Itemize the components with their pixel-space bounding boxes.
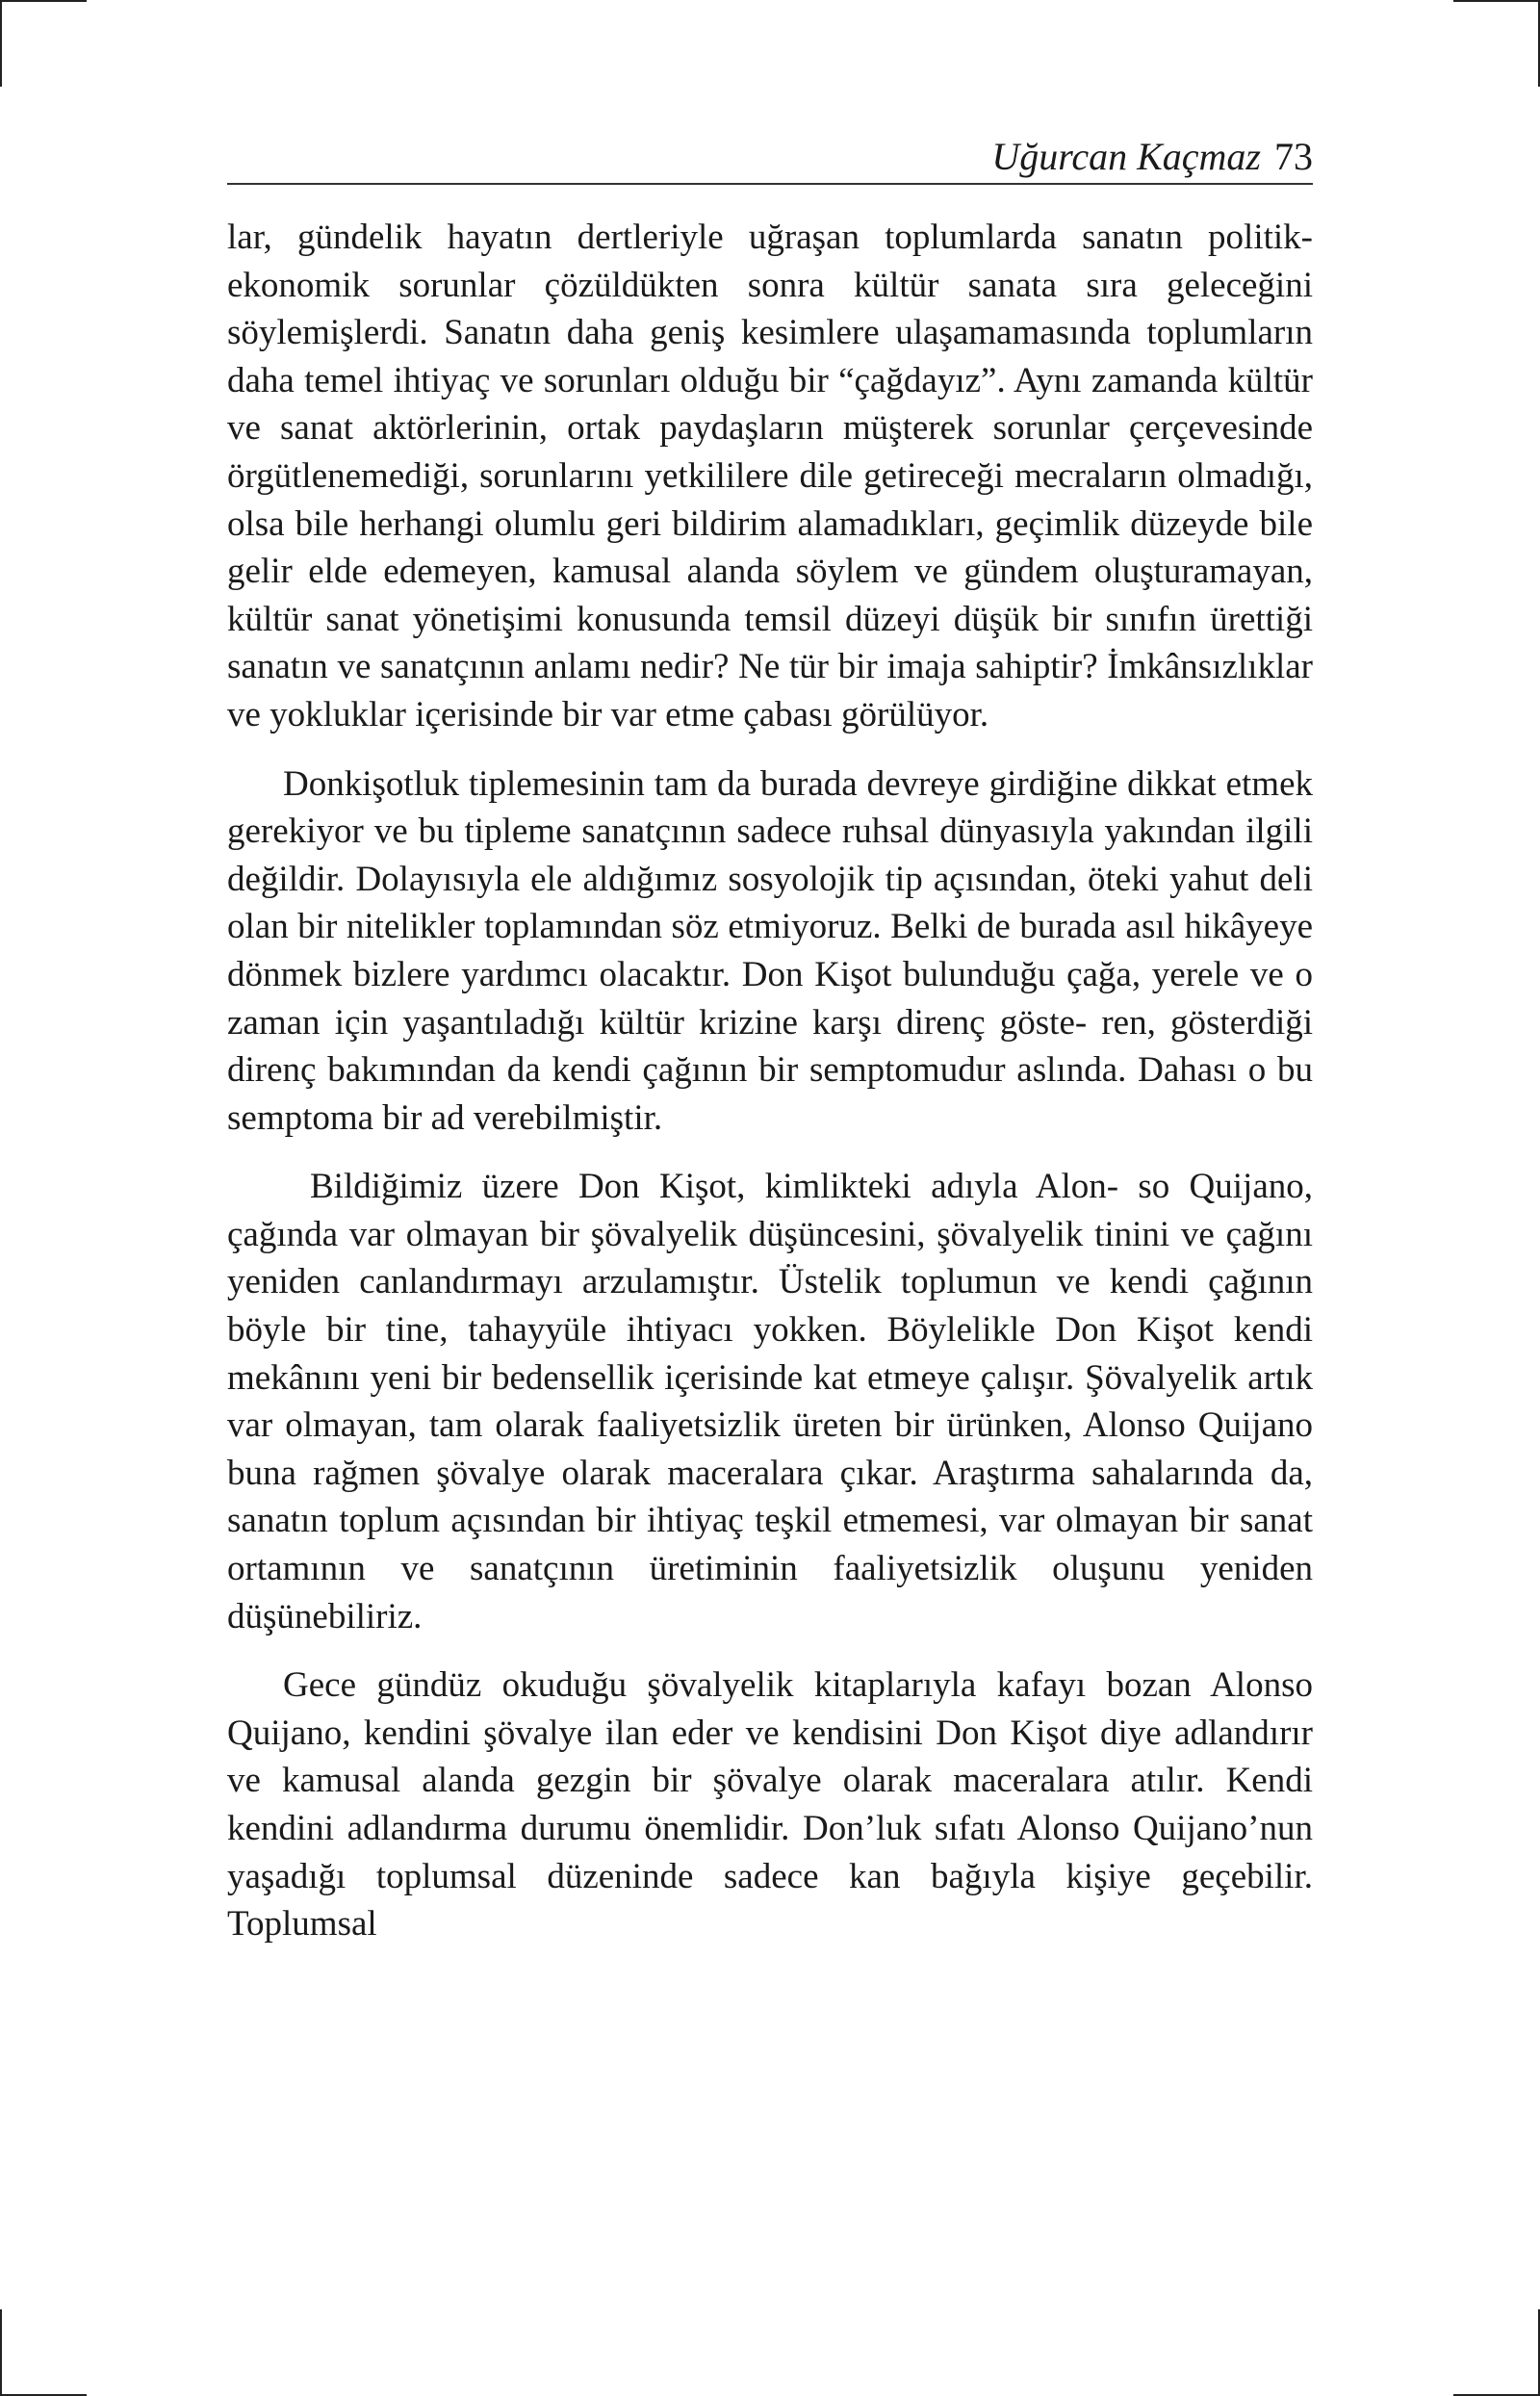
crop-mark-top-left-v: [0, 0, 2, 87]
author-name: Uğurcan Kaçmaz: [991, 135, 1261, 178]
body-text: [227, 214, 1313, 1970]
crop-mark-bottom-left-v: [0, 2309, 2, 2396]
page-number: 73: [1274, 135, 1313, 178]
paragraph-1: lar, gündelik hayatın dertleriyle uğraşan toplumlarda sanatın politik-ekonomik sorunlar çözüldükten sonra kültür sanata sıra geleceğini söylemişlerdi. Sanatın daha geniş kesimlere ulaşamamasında toplumların daha temel ihtiyaç ve sorunları olduğu bir “çağdayız”. Aynı zamanda kültür ve sanat aktörlerinin, ortak paydaşların müşterek sorunlar çerçevesinde örgütlenemediği, sorunlarını yetkililere dile getireceği mecraların olmadığı, olsa bile herhangi olumlu geri bildirim alamadıkları, geçimlik düzeyde bile gelir elde edemeyen, kamusal alanda söylem ve gündem oluşturamayan, kültür sanat yönetişimi konusunda temsil düzeyi düşük bir sınıfın ürettiği sanatın ve sanatçının anlamı nedir? Ne tür bir imaja sahiptir? İmkânsızlıklar ve yokluklar içerisinde bir var etme çabası görülüyor.: [227, 218, 1313, 734]
paragraph-3: Bildiğimiz üzere Don Kişot, kimlikteki adıyla Alon- so Quijano, çağında var olmayan bir şövalyelik düşüncesini, şövalyelik tinini ve çağını yeniden canlandırmayı arzulamıştır. Üstelik toplumun ve kendi çağının böyle bir tine, tahayyüle ihtiyacı yokken. Böylelikle Don Kişot kendi mekânını yeni bir bedensellik içerisinde kat etmeye çalışır. Şövalyelik artık var olmayan, tam olarak faaliyetsizlik üreten bir ürünken, Alonso Quijano buna rağmen şövalye olarak maceralara çıkar. Araştırma sahalarında da, sanatın toplum açısından bir ihtiyaç teşkil etmemesi, var olmayan bir sanat ortamının ve sanatçının üretiminin faaliyetsizlik oluşunu yeniden düşünebiliriz.: [227, 1167, 1313, 1636]
paragraph-4: Gece gündüz okuduğu şövalyelik kitaplarıyla kafayı bozan Alonso Quijano, kendini şövalye ilan eder ve kendisini Don Kişot diye adlandırır ve kamusal alanda gezgin bir şövalye olarak maceralara atılır. Kendi kendini adlandırma durumu önemlidir. Don’luk sıfatı Alonso Quijano’nun yaşadığı toplumsal düzeninde sadece kan bağıyla kişiye geçebilir. Toplumsal: [227, 1665, 1313, 1945]
crop-mark-top-left-h: [0, 0, 87, 2]
page-header: [227, 135, 1313, 185]
crop-mark-top-right-h: [1453, 0, 1540, 2]
running-head: [991, 134, 1313, 179]
paragraph-2: Donkişotluk tiplemesinin tam da burada devreye girdiğine dikkat etmek gerekiyor ve bu tipleme sanatçının sadece ruhsal dünyasıyla yakından ilgili değildir. Dolayısıyla ele aldığımız sosyolojik tip açısından, öteki yahut deli olan bir nitelikler toplamından söz etmiyoruz. Belki de burada asıl hikâyeye dönmek bizlere yardımcı olacaktır. Don Kişot bulunduğu çağa, yerele ve o zaman için yaşantıladığı kültür krizine karşı direnç göste- ren, gösterdiği direnç bakımından da kendi çağının bir semptomudur aslında. Dahası o bu semptoma bir ad verebilmiştir.: [227, 763, 1313, 1138]
